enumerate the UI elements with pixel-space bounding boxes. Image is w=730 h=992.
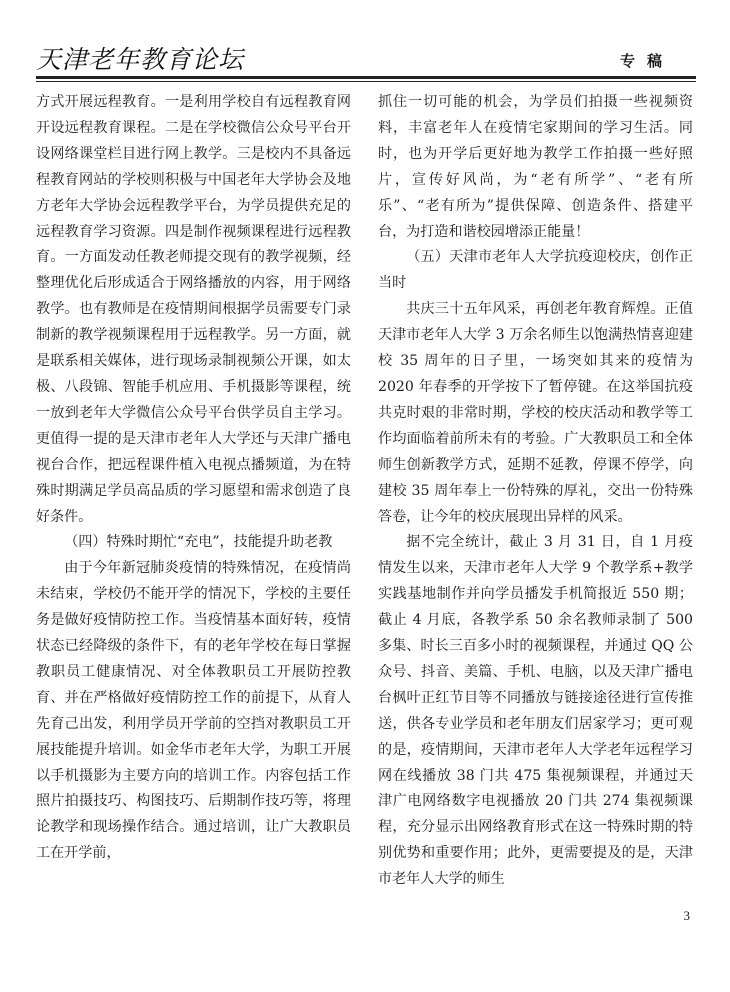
paragraph-continued: 方式开展远程教育。一是利用学校自有远程教育网开设远程教育课程。二是在学校微信公众号平台开设网络课堂栏目进行网上教学。三是校内不具备远程教育网站的学校则积极与中国老年大学协会及地方老年大学协会远程教学平台，为学员提供充足的远程教育学习资源。四是制作视频课程进行远程教育。一方面发动任教老师提交现有的教学视频，经整理优化后形成适合于网络播放的内容，用于网络教学。也有教师是在疫情期间根据学员需要专门录制新的教学视频课程用于远程教学。另一方面，就是联系相关媒体，进行现场录制视频公开课，如太极、八段锦、智能手机应用、手机摄影等课程，统一放到老年大学微信公众号平台供学员自主学习。更值得一提的是天津市老年人大学还与天津广播电视台合作，把远程课件植入电视点播频道，为在特殊时期满足学员高品质的学习愿望和需求创造了良好条件。 [36, 94, 351, 525]
page-header [36, 36, 696, 76]
section-heading-4: （四）特殊时期忙“充电”，技能提升助老教 [64, 534, 333, 551]
page-number: 3 [683, 908, 690, 923]
section-label: 专稿 [619, 52, 674, 70]
paragraph: 共庆三十五年风采，再创老年教育辉煌。正值天津市老年人大学 3 万余名师生以饱满热情喜迎建校 35 周年的日子里，一场突如其来的疫情为 2020 年春季的开学按下了暂停键。在这举国抗疫共克时艰的非常时期，学校的校庆活动和教学等工作均面临着前所未有的考验。广大教职员工和全体师生创新教学方式，延期不延教，停课不停学，向建校 35 周年奉上一份特殊的厚礼，交出一份特殊答卷，让今年的校庆展现出异样的风采。 [378, 301, 693, 525]
paragraph-continued: 抓住一切可能的机会，为学员们拍摄一些视频资料，丰富老年人在疫情宅家期间的学习生活。同时，也为开学后更好地为教学工作拍摄一些好照片，宣传好风尚，为“老有所学”、“老有所乐”、“老有所为”提供保障、创造条件、搭建平台，为打造和谐校园增添正能量！ [378, 94, 693, 240]
header-rule-thin [36, 81, 696, 82]
paragraph: 由于今年新冠肺炎疫情的特殊情况，在疫情尚未结束，学校仍不能开学的情况下，学校的主要任务是做好疫情防控工作。当疫情基本面好转，疫情状态已经降级的条件下，有的老年学校在每日掌握教职员工健康情况、对全体教职员工开展防控教育、并在严格做好疫情防控工作的前提下，从育人先育己出发，利用学员开学前的空挡对教职员工开展技能提升培训。如金华市老年大学，为职工开展以手机摄影为主要方向的培训工作。内容包括工作照片拍摄技巧、构图技巧、后期制作技巧等，将理论教学和现场操作结合。通过培训，让广大教职员工在开学前， [36, 560, 351, 862]
section-heading-5: （五）天津市老年人大学抗疫迎校庆，创作正当时 [378, 249, 693, 292]
journal-logo: 天津老年教育论坛 [36, 45, 245, 74]
paragraph: 据不完全统计，截止 3 月 31 日，自 1 月疫情发生以来，天津市老年人大学 9 个教学系+教学实践基地制作并向学员播发手机简报近 550 期；截止 4 月底，各教学系 50 余名教师录制了 500 多集、时长三百多小时的视频课程，并通过 QQ 公众号、抖音、美篇、手机、电脑，以及天津广播电台枫叶正红节目等不同播放与链接途径进行宣传推送，供各专业学员和老年朋友们居家学习；更可观的是，疫情期间，天津市老年人大学老年远程学习网在线播放 38 门共 475 集视频课程，并通过天津广电网络数字电视播放 20 门共 274 集视频课程，充分显示出网络教育形式在这一特殊时期的特别优势和重要作用；此外，更需要提及的是，天津市老年人大学的师生 [378, 534, 693, 888]
left-column [36, 90, 351, 867]
right-column [378, 90, 693, 893]
header-rule-thick [36, 76, 696, 79]
